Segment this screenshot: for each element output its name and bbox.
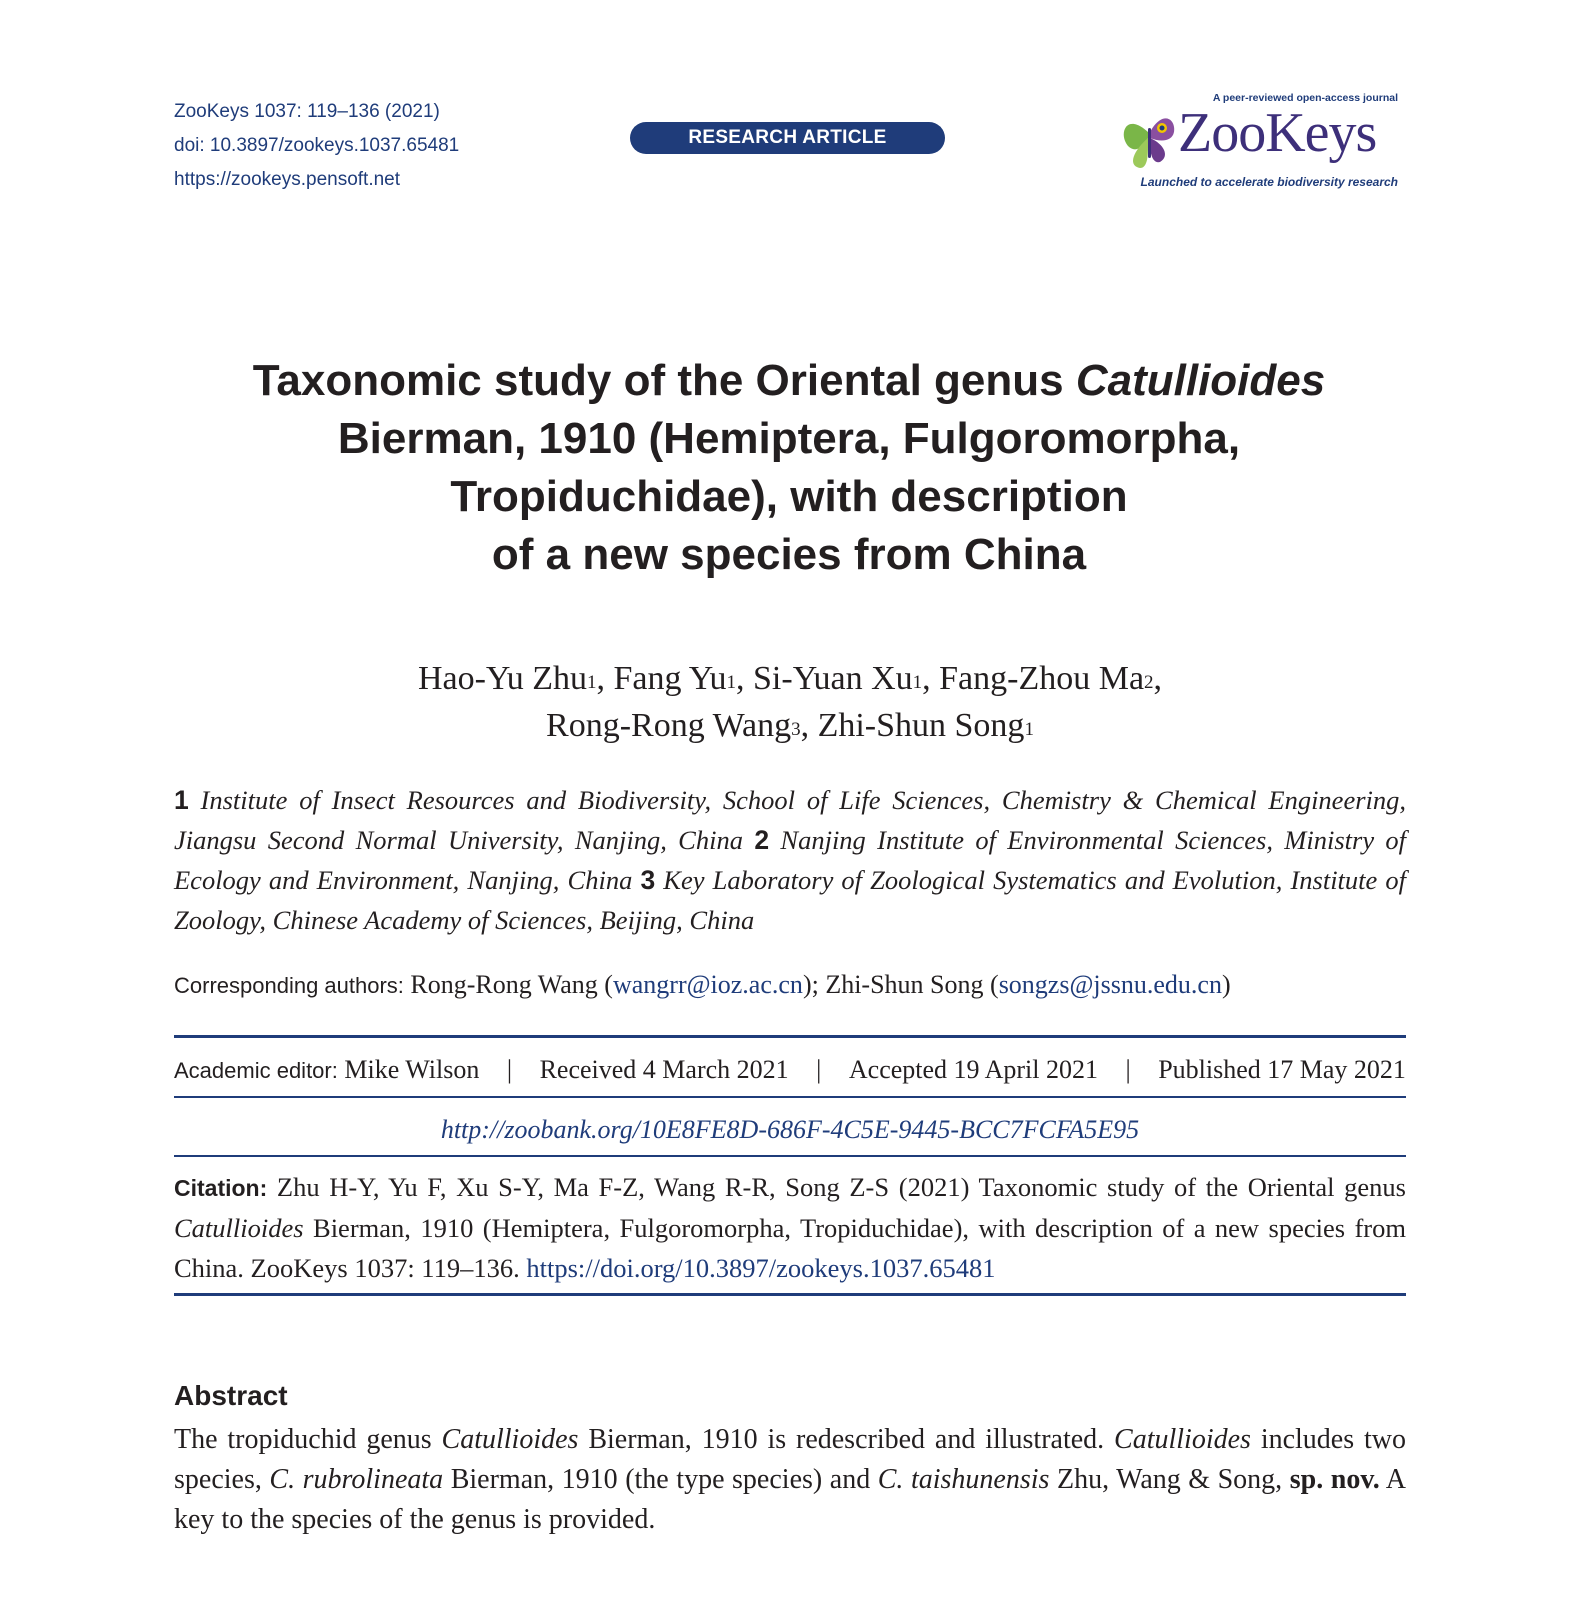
published-date: Published 17 May 2021 [1158, 1055, 1406, 1084]
title-line-1: Taxonomic study of the Oriental genus Catullioides [252, 356, 1326, 405]
divider [174, 1035, 1406, 1038]
logo-slogan: Launched to accelerate biodiversity research [1140, 175, 1398, 189]
title-line-3: Tropiduchidae), with description [450, 472, 1128, 521]
separator: | [1125, 1055, 1131, 1084]
abstract-heading: Abstract [174, 1380, 288, 1411]
affiliation-text: Institute of Insect Resources and Biodiversity, School of Life Sciences, Chemistry & Chemical Engineering, Jiangsu Second Normal University, Nanjing, China [174, 785, 1407, 855]
author[interactable]: Fang-Zhou Ma$^2$, [939, 660, 1163, 697]
email-link[interactable]: songzs@jssnu.edu.cn [998, 970, 1222, 999]
divider [174, 1096, 1406, 1098]
journal-meta [174, 95, 459, 197]
received-date: Received 4 March 2021 [539, 1055, 789, 1084]
journal-citation: ZooKeys 1037: 119–136 (2021) [174, 101, 440, 122]
academic-editor: Academic editor: Mike Wilson [174, 1055, 480, 1084]
zoobank-link[interactable]: http://zoobank.org/10E8FE8D-686F-4C5E-9445-BCC7FCFA5E95 [440, 1115, 1140, 1144]
affiliation-number: 2 [754, 825, 770, 855]
author[interactable]: Zhi-Shun Song$^1$ [817, 707, 1034, 744]
corresponding-label: Corresponding authors: [174, 973, 404, 998]
butterfly-logo-icon [1118, 104, 1180, 174]
divider [174, 1155, 1406, 1157]
accepted-date: Accepted 19 April 2021 [848, 1055, 1098, 1084]
title-line-4: of a new species from China [491, 530, 1087, 579]
citation-label: Citation: [174, 1175, 268, 1201]
separator: | [816, 1055, 822, 1084]
logo-wordmark: ZooKeys [1178, 102, 1377, 164]
citation-doi-link[interactable]: https://doi.org/10.3897/zookeys.1037.65481 [526, 1253, 996, 1283]
article-title [120, 352, 1458, 584]
affiliation-text: Key Laboratory of Zoological Systematics and Evolution, Institute of Zoology, Chinese Academy of Sciences, Beijing, China [174, 865, 1407, 935]
affiliation-number: 3 [640, 865, 656, 895]
separator: | [506, 1055, 513, 1084]
corresponding-authors: Corresponding authors: Rong-Rong Wang (wangrr@ioz.ac.cn); Zhi-Shun Song (songzs@jssnu.edu.cn) [174, 970, 1231, 999]
affiliations [174, 780, 1406, 940]
title-line-2: Bierman, 1910 (Hemiptera, Fulgoromorpha, [337, 414, 1241, 463]
affiliation-text: Nanjing Institute of Environmental Sciences, Ministry of Ecology and Environment, Nanjing, China [174, 825, 1407, 895]
doi-text[interactable]: doi: 10.3897/zookeys.1037.65481 [174, 135, 460, 156]
zookeys-logo[interactable] [1118, 92, 1398, 192]
author-list [174, 655, 1406, 749]
article-dates [174, 1052, 1406, 1089]
author[interactable]: Hao-Yu Zhu$^1$, [417, 660, 614, 697]
citation-block: Citation: Zhu H-Y, Yu F, Xu S-Y, Ma F-Z, Wang R-R, Song Z-S (2021) Taxonomic study of the Oriental genus Catullioides Bierman, 1910 (Hemiptera, Fulgoromorpha, Tropiduchidae), with description of a new species from China. ZooKeys 1037: 119–136. https://doi.org/10.3897/zookeys.1037.65481 [174, 1172, 1406, 1283]
logo-tagline: A peer-reviewed open-access journal [1212, 92, 1398, 104]
affiliation-number: 1 [174, 785, 189, 815]
abstract-text: The tropiduchid genus Catullioides Bierman, 1910 is redescribed and illustrated. Catullioides includes two species, C. rubrolineata Bierman, 1910 (the type species) and C. taishunensis Zhu, Wang & Song, sp. nov. A key to the species of the genus is provided. [174, 1424, 1407, 1535]
divider [174, 1293, 1406, 1296]
journal-url[interactable]: https://zookeys.pensoft.net [174, 169, 401, 190]
title-genus: Catullioides [1075, 356, 1326, 405]
author[interactable]: Fang Yu$^1$, [613, 660, 754, 697]
research-article-badge: RESEARCH ARTICLE [630, 122, 945, 154]
author[interactable]: Si-Yuan Xu$^1$, [753, 660, 940, 697]
email-link[interactable]: wangrr@ioz.ac.cn [612, 970, 803, 999]
author[interactable]: Rong-Rong Wang$^3$, [546, 707, 818, 744]
